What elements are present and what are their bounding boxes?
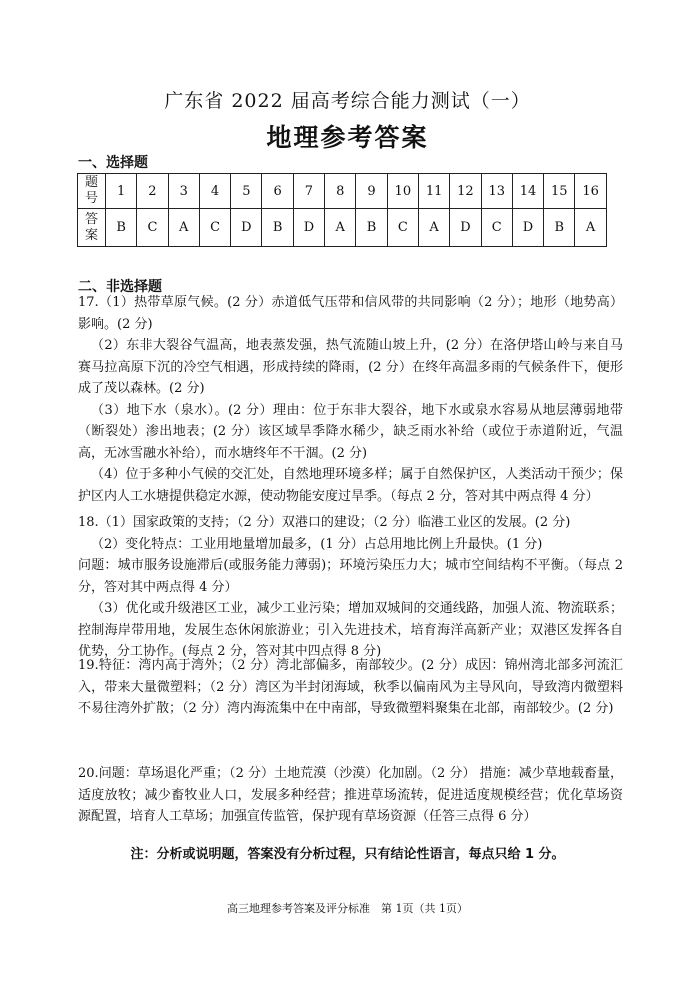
answer-18 — [78, 512, 623, 663]
scoring-note: 注：分析或说明题，答案没有分析过程，只有结论性语言，每点只给 1 分。 — [130, 847, 565, 862]
answer-cell: D — [450, 209, 481, 247]
exam-title: 广东省 2022 届高考综合能力测试（一） — [164, 90, 531, 112]
answer-17-part-3: （3）地下水（泉水）。(2 分）理由：位于东非大裂谷，地下水或泉水容易从地层薄弱地带（断裂处）渗出地表；(2 分）该区域旱季降水稀少，缺乏雨水补给（或位于赤道附近，气温高，无冰雪融水补给），而水塘终年不干涸。(2 分) — [78, 402, 623, 461]
answer-17-part-4: （4）位于多种小气候的交汇处，自然地理环境多样；属于自然保护区，人类活动干预少；保护区内人工水塘提供稳定水源，使动物能安度过旱季。（每点 2 分，答对其中两点得 4 分） — [78, 467, 623, 504]
answer-cell: D — [512, 209, 543, 247]
answer-cell: D — [293, 209, 324, 247]
answer-cell: C — [481, 209, 512, 247]
question-number: 10 — [387, 174, 418, 209]
question-number: 12 — [450, 174, 481, 209]
question-number: 5 — [231, 174, 262, 209]
answer-20: 20.问题：草场退化严重；（2 分）土地荒漠（沙漠）化加剧。（2 分） 措施：减少草地载畜量，适度放牧；减少畜牧业人口，发展多种经营；推进草场流转，促进适度规模经营；优化草场资源配置，培育人工草场；加强宣传监管，保护现有草场资源（任答三点得 6 分） — [78, 766, 623, 824]
question-number: 13 — [481, 174, 512, 209]
answer-cell: C — [137, 209, 168, 247]
answer-cell: C — [199, 209, 230, 247]
question-number: 15 — [544, 174, 575, 209]
answer-cell: A — [418, 209, 449, 247]
question-number: 2 — [137, 174, 168, 209]
section-choice-heading: 一、选择题 — [78, 155, 148, 171]
question-number: 11 — [418, 174, 449, 209]
answer-cell: D — [231, 209, 262, 247]
question-number: 7 — [293, 174, 324, 209]
answer-17-part-2: （2）东非大裂谷气温高，地表蒸发强，热气流随山坡上升，(2 分）在洛伊塔山岭与来自马赛马拉高原下沉的冷空气相遇，形成持续的降雨，(2 分）在终年高温多雨的气候条件下，便形成了茂以森林。(2 分) — [78, 338, 623, 396]
answer-18-part-2: （2）变化特点：工业用地量增加最多，(1 分）占总用地比例上升最快。(1 分) — [91, 536, 543, 552]
answer-cell: B — [356, 209, 387, 247]
question-number: 6 — [262, 174, 293, 209]
row-label-answer: 答案 — [78, 209, 106, 247]
question-number: 14 — [512, 174, 543, 209]
answer-17 — [78, 292, 623, 507]
answer-cell: B — [262, 209, 293, 247]
answer-18-part-3: （3）优化或升级港区工业，减少工业污染；增加双城间的交通线路，加强人流、物流联系；控制海岸带用地，发展生态休闲旅游业；引入先进技术，培育海洋高新产业；双港区发挥各自优势，分工协作。(每点 2 分，答对其中四点得 8 分) — [78, 601, 623, 659]
answer-cell: A — [325, 209, 356, 247]
answer-19: 19.特征：湾内高于湾外；（2 分）湾北部偏多，南部较少。(2 分）成因：锦州湾北部多河流汇入，带来大量微塑料；（2 分）湾区为半封闭海域，秋季以偏南风为主导风向，导致湾内微塑料不易往湾外扩散；（2 分）湾内海流集中在中南部，导致微塑料聚集在北部，南部较少。(2 分) — [78, 658, 623, 716]
answer-cell: C — [387, 209, 418, 247]
answer-cell: B — [544, 209, 575, 247]
question-number-row — [78, 174, 607, 209]
question-number: 8 — [325, 174, 356, 209]
section-essay-heading: 二、非选择题 — [78, 279, 162, 295]
page-title: 地理参考答案 — [266, 123, 429, 152]
answer-18-part-1: 18.（1）国家政策的支持；（2 分）双港口的建设；（2 分）临港工业区的发展。(2 分) — [78, 515, 571, 530]
answer-cell: A — [168, 209, 199, 247]
answer-cell: B — [106, 209, 137, 247]
question-number: 3 — [168, 174, 199, 209]
answer-18-problems: 问题：城市服务设施滞后(或服务能力薄弱)；环境污染压力大；城市空间结构不平衡。（每点 2 分，答对其中两点得 4 分） — [78, 558, 623, 595]
answer-17-part-1: 17.（1）热带草原气候。(2 分）赤道低气压带和信风带的共同影响（2 分）；地形（地势高）影响。(2 分) — [78, 295, 623, 332]
page-footer: 高三地理参考答案及评分标准 第 1页（共 1页） — [227, 902, 468, 915]
question-number: 1 — [106, 174, 137, 209]
answer-table — [77, 173, 607, 247]
question-number: 4 — [199, 174, 230, 209]
row-label-question: 题号 — [78, 174, 106, 209]
question-number: 16 — [575, 174, 606, 209]
question-number: 9 — [356, 174, 387, 209]
answer-row — [78, 209, 607, 247]
answer-cell: A — [575, 209, 606, 247]
